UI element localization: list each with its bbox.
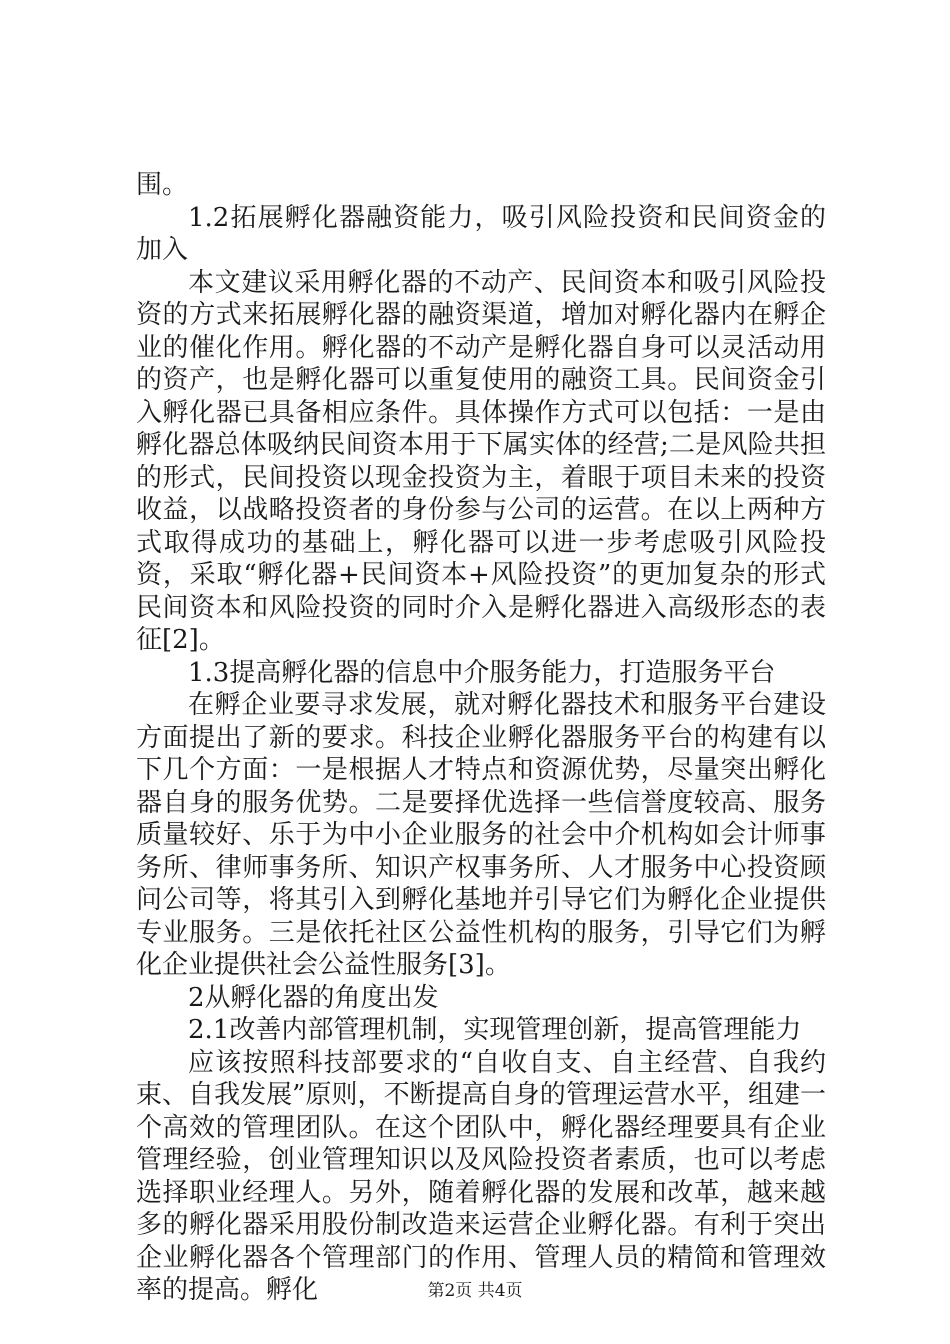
section-heading-2-1: 2.1改善内部管理机制，实现管理创新，提高管理能力 [188,1015,802,1045]
paragraph-management: 应该按照科技部要求的“自收自支、自主经营、自我约束、自我发展”原则，不断提高自身的管理运营水平，组建一个高效的管理团队。在这个团队中，孵化器经理要具有企业管理经验，创业管理知识以及风险投资者素质，也可以考虑选择职业经理人。另外，随着孵化器的发展和改革，越来越多的孵化器采用股份制改造来运营企业孵化器。有利于突出企业孵化器各个管理部门的作用、管理人员的精简和管理效率的提高。孵化 [136,1047,826,1305]
body-text [136,169,826,1307]
section-heading-1-3: 1.3提高孵化器的信息中介服务能力，打造服务平台 [188,657,776,688]
paragraph-service-platform: 在孵企业要寻求发展，就对孵化器技术和服务平台建设方面提出了新的要求。科技企业孵化器服务平台的构建有以下几个方面：一是根据人才特点和资源优势，尽量突出孵化器自身的服务优势。二是要择优选择一些信誉度较高、服务质量较好、乐于为中小企业服务的社会中介机构如会计师事务所、律师事务所、知识产权事务所、人才服务中心投资顾问公司等，将其引入到孵化基地并引导它们为孵化企业提供专业服务。三是依托社区公益性机构的服务，引导它们为孵化企业提供社会公益性服务[3]。 [136,690,826,980]
paragraph-continuation: 围。 [136,170,189,200]
page-footer: 第2页 共4页 [427,1281,523,1301]
section-heading-2: 2从孵化器的角度出发 [188,982,439,1013]
paragraph-financing: 本文建议采用孵化器的不动产、民间资本和吸引风险投资的方式来拓展孵化器的融资渠道，增加对孵化器内在孵企业的催化作用。孵化器的不动产是孵化器自身可以灵活动用的资产，也是孵化器可以重复使用的融资工具。民间资金引入孵化器已具备相应条件。具体操作方式可以包括：一是由孵化器总体吸纳民间资本用于下属实体的经营;二是风险共担的形式，民间投资以现金投资为主，着眼于项目未来的投资收益，以战略投资者的身份参与公司的运营。在以上两种方式取得成功的基础上，孵化器可以进一步考虑吸引风险投资，采取“孵化器+民间资本+风险投资”的更加复杂的形式民间资本和风险投资的同时介入是孵化器进入高级形态的表征[2]。 [136,267,826,655]
section-heading-1-2: 1.2拓展孵化器融资能力，吸引风险投资和民间资金的加入 [136,202,826,265]
